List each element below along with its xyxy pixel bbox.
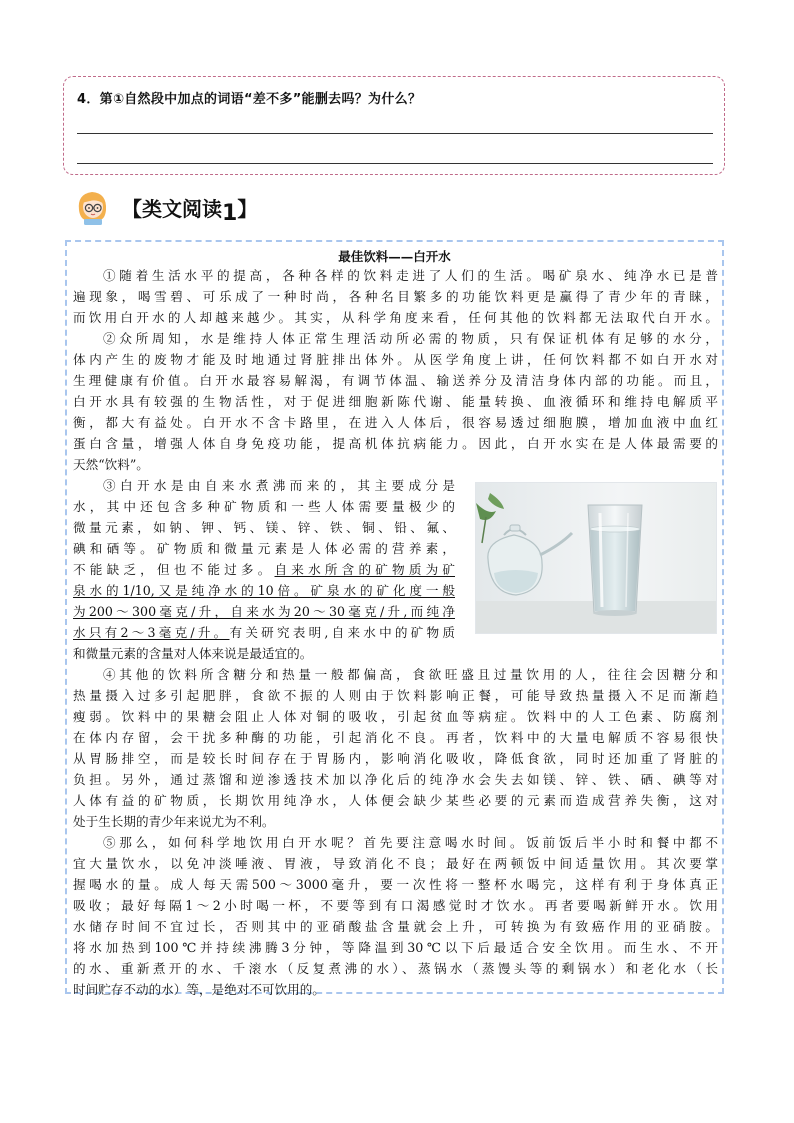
- article-line: 水，其中还包含多种矿物质和一些人体需要量极少的: [73, 499, 455, 514]
- answer-line[interactable]: [77, 133, 713, 134]
- article-line: 天然“饮料”。: [73, 457, 149, 472]
- underlined-line: 为200～300毫克/升，自来水为20～30毫克/升,而纯净: [73, 604, 455, 619]
- article-line: 遍现象，喝雪碧、可乐成了一种时尚，各种名目繁多的功能饮料更是赢得了青少年的青睐，: [73, 289, 718, 304]
- article-line: 握喝水的量。成人每天需500～3000毫升，要一次性将一整杯水喝完，这样有利于身体真正: [73, 877, 718, 892]
- article-line: 热量摄入过多引起肥胖，食欲不振的人则由于饮料影响正餐，可能导致热量摄入不足而渐趋: [73, 688, 718, 703]
- girl-reading-icon: [72, 186, 114, 228]
- article-line: 处于生长期的青少年来说尤为不利。: [73, 814, 275, 829]
- article-line: ⑤那么，如何科学地饮用白开水呢？首先要注意喝水时间。饭前饭后半小时和餐中都不: [103, 835, 718, 850]
- underlined-text: 自来水所含的矿物质为矿: [274, 562, 456, 577]
- article-line: 碘和硒等。矿物质和微量元素是人体必需的营养素，: [73, 541, 455, 556]
- article-line: 时间贮存不动的水）等，是绝对不可饮用的。: [73, 982, 325, 997]
- question-text: 4．第①自然段中加点的词语“差不多”能删去吗？为什么？: [77, 92, 422, 107]
- article-line: 宜大量饮水，以免冲淡唾液、胃液，导致消化不良；最好在两顿饭中间适量饮用。其次要掌: [73, 856, 718, 871]
- article-box: [65, 240, 724, 997]
- article-line: 微量元素，如钠、钾、钙、镁、锌、铁、铜、铅、氟、: [73, 520, 455, 535]
- underlined-text: 水只有2～3毫克/升。: [73, 625, 230, 640]
- water-glass-photo: [475, 482, 717, 634]
- article-title: 最佳饮料——白开水: [338, 249, 451, 264]
- article-line: 将水加热到100℃并持续沸腾3分钟，等降温到30℃以下后最适合安全饮用。而生水、不开: [73, 940, 718, 955]
- section-number: 1: [222, 201, 238, 226]
- article-line: 在体内存留，会干扰多种酶的功能，引起消化不良。再者，饮料中的大量电解质不容易很快: [73, 730, 718, 745]
- answer-line[interactable]: [77, 163, 713, 164]
- article-line: ④其他的饮料所含糖分和热量一般都偏高，食欲旺盛且过量饮用的人，往往会因糖分和: [103, 667, 718, 682]
- article-line: ①随着生活水平的提高，各种各样的饮料走进了人们的生活。喝矿泉水、纯净水已是普: [103, 268, 718, 283]
- section-title: 【类文阅读1】: [122, 197, 258, 226]
- article-line: 吸收；最好每隔1～2小时喝一杯，不要等到有口渴感觉时才饮水。再者要喝新鲜开水。饮用: [73, 898, 718, 913]
- article-line: 负担。另外，通过蒸馏和逆渗透技术加以净化后的纯净水会失去如镁、锌、铁、硒、碘等对: [73, 772, 718, 787]
- article-line: 的水、重新煮开的水、千滚水（反复煮沸的水）、蒸锅水（蒸馒头等的剩锅水）和老化水（长: [73, 961, 718, 976]
- article-line: 从胃肠排空，而是较长时间存在于胃肠内，影响消化吸收，降低食欲，同时还加重了肾脏的: [73, 751, 718, 766]
- article-line: 不能缺乏，但也不能过多。自来水所含的矿物质为矿: [73, 562, 456, 577]
- article-line: 体内产生的废物才能及时地通过肾脏排出体外。从医学角度上讲，任何饮料都不如白开水对: [73, 352, 718, 367]
- article-line: 白开水具有较强的生物活性，对于促进细胞新陈代谢、能量转换、血液循环和维持电解质平: [73, 394, 718, 409]
- article-line: 水只有2～3毫克/升。有关研究表明,自来水中的矿物质: [73, 625, 455, 640]
- article-line: 蛋白含量，增强人体自身免疫功能，提高机体抗病能力。因此，白开水实在是人体最需要的: [73, 436, 718, 451]
- article-line: 瘦弱。饮料中的果糖会阻止人体对铜的吸收，引起贫血等病症。饮料中的人工色素、防腐剂: [73, 709, 718, 724]
- article-line: ②众所周知，水是维持人体正常生理活动所必需的物质，只有保证机体有足够的水分，: [103, 331, 718, 346]
- article-line: 衡，都大有益处。白开水不含卡路里，在进入人体后，很容易透过细胞膜，增加血液中血红: [73, 415, 718, 430]
- article-line: 水储存时间不宜过长，否则其中的亚硝酸盐含量就会上升，可转换为有致癌作用的亚硝胺。: [73, 919, 718, 934]
- article-line: 和微量元素的含量对人体来说是最适宜的。: [73, 646, 313, 661]
- article-line: 人体有益的矿物质，长期饮用纯净水，人体便会缺少某些必要的元素而造成营养失衡，这对: [73, 793, 718, 808]
- article-line: 而饮用白开水的人却越来越少。其实，从科学角度来看，任何其他的饮料都无法取代白开水。: [73, 310, 718, 325]
- question-box: [63, 76, 725, 175]
- article-line: 生理健康有价值。白开水最容易解渴，有调节体温、输送养分及清洁身体内部的功能。而且，: [73, 373, 718, 388]
- article-line: ③白开水是由自来水煮沸而来的，其主要成分是: [103, 478, 455, 493]
- underlined-line: 泉水的1/10,又是纯净水的10倍。矿泉水的矿化度一般: [73, 583, 455, 598]
